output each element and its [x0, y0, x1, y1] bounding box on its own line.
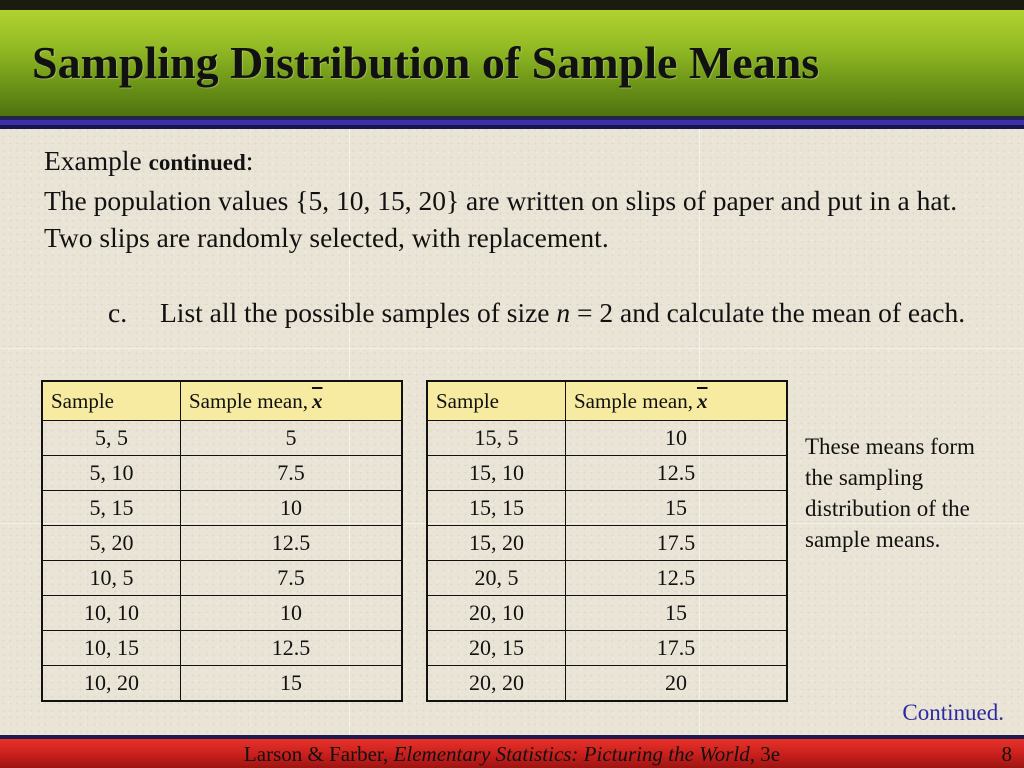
sample-mean-cell: 10 — [566, 421, 788, 456]
example-heading — [44, 142, 974, 182]
sample-cell: 20, 20 — [427, 666, 566, 702]
sample-cell: 5, 15 — [42, 491, 181, 526]
sample-cell: 5, 10 — [42, 456, 181, 491]
item-text-after: = 2 and calculate the mean of each. — [570, 297, 966, 328]
slide-body — [44, 142, 974, 257]
title-rule — [0, 125, 1024, 129]
background-gridline — [0, 348, 1024, 349]
sample-cell: 5, 20 — [42, 526, 181, 561]
table-row — [42, 491, 402, 526]
header-sample-mean — [181, 381, 403, 421]
table-row — [42, 526, 402, 561]
sample-mean-cell: 12.5 — [181, 631, 403, 666]
table-row — [427, 526, 787, 561]
table-row — [427, 456, 787, 491]
header-sample-mean-label: Sample mean, — [574, 388, 693, 413]
sample-mean-cell: 17.5 — [566, 631, 788, 666]
sample-cell: 10, 20 — [42, 666, 181, 702]
footer-book-title: Elementary Statistics: Picturing the World, — [393, 742, 755, 766]
item-text — [160, 294, 980, 332]
header-sample: Sample — [427, 381, 566, 421]
sample-mean-cell: 15 — [566, 491, 788, 526]
table-row — [42, 456, 402, 491]
footer-citation — [0, 742, 1024, 767]
continued-label: Continued. — [902, 700, 1004, 725]
item-letter: c. — [108, 297, 128, 328]
heading-continued: continued — [148, 150, 246, 175]
top-strip — [0, 0, 1024, 10]
table-row — [42, 596, 402, 631]
footer-bar — [0, 739, 1024, 768]
item-text-before: List all the possible samples of size — [160, 297, 557, 328]
heading-word: Example — [44, 145, 142, 176]
x-bar-symbol: $\overline{x}$ — [696, 388, 708, 413]
table-row — [427, 491, 787, 526]
sample-mean-cell: 12.5 — [566, 561, 788, 596]
sample-mean-cell: 10 — [181, 491, 403, 526]
page-number: 8 — [1001, 742, 1012, 766]
table-header-row — [42, 381, 402, 421]
x-bar-symbol: $\overline{x}$ — [311, 388, 323, 413]
header-sample: Sample — [42, 381, 181, 421]
table-row — [427, 596, 787, 631]
sample-mean-cell: 17.5 — [566, 526, 788, 561]
sample-cell: 15, 10 — [427, 456, 566, 491]
item-variable: n — [556, 297, 571, 328]
header-sample-mean — [566, 381, 788, 421]
footer-authors: Larson & Farber, — [243, 742, 394, 766]
sample-cell: 10, 15 — [42, 631, 181, 666]
table-row — [427, 421, 787, 456]
table-row — [427, 561, 787, 596]
sample-cell: 15, 5 — [427, 421, 566, 456]
table-row — [42, 666, 402, 702]
header-sample-mean-label: Sample mean, — [189, 388, 308, 413]
sample-mean-cell: 10 — [181, 596, 403, 631]
sample-cell: 5, 5 — [42, 421, 181, 456]
samples-table-right — [426, 380, 788, 702]
table-row — [42, 631, 402, 666]
sample-cell: 20, 5 — [427, 561, 566, 596]
table-row — [427, 631, 787, 666]
sample-mean-cell: 7.5 — [181, 456, 403, 491]
sample-cell: 15, 20 — [427, 526, 566, 561]
sample-mean-cell: 20 — [566, 666, 788, 702]
title-bar — [0, 10, 1024, 116]
sample-mean-cell: 7.5 — [181, 561, 403, 596]
sample-cell: 15, 15 — [427, 491, 566, 526]
sample-cell: 10, 5 — [42, 561, 181, 596]
table-row — [42, 561, 402, 596]
sample-mean-cell: 12.5 — [181, 526, 403, 561]
slide-title: Sampling Distribution of Sample Means — [32, 37, 820, 88]
intro-paragraph: The population values {5, 10, 15, 20} are written on slips of paper and put in a hat. Two slips are randomly selected, with replacement. — [44, 184, 958, 253]
table-header-row — [427, 381, 787, 421]
sample-mean-cell: 15 — [181, 666, 403, 702]
samples-table-left — [41, 380, 403, 702]
side-note: These means form the sampling distribution of the sample means. — [805, 434, 975, 552]
sample-cell: 20, 10 — [427, 596, 566, 631]
footer-edition: 3e — [754, 742, 781, 766]
heading-colon: : — [245, 145, 254, 176]
sample-cell: 10, 10 — [42, 596, 181, 631]
table-row — [427, 666, 787, 702]
sample-mean-cell: 15 — [566, 596, 788, 631]
sample-mean-cell: 5 — [181, 421, 403, 456]
sample-mean-cell: 12.5 — [566, 456, 788, 491]
table-row — [42, 421, 402, 456]
sample-cell: 20, 15 — [427, 631, 566, 666]
